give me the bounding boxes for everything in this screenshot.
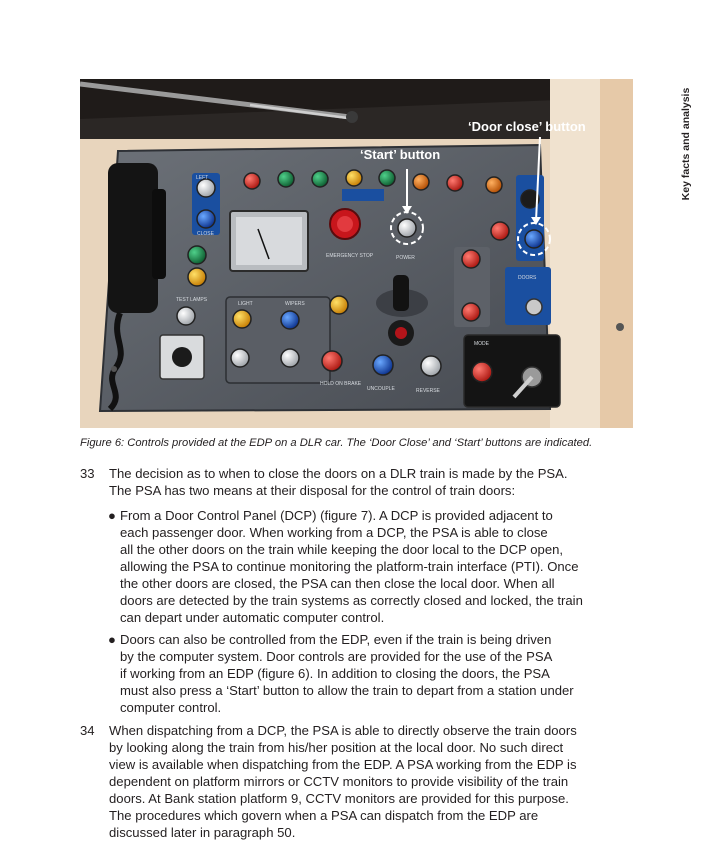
paragraph-number: 34 — [80, 723, 95, 738]
uncouple-label: UNCOUPLE — [367, 386, 395, 392]
start-button — [398, 219, 416, 237]
door-close-button — [525, 230, 543, 248]
light-label: LIGHT — [238, 301, 253, 307]
emergency-stop-label: EMERGENCY STOP — [326, 253, 374, 259]
paragraph-text: The decision as to when to close the doors on a DLR train is made by the PSA. The PSA has two means at their disposal for the control of train doors: — [109, 466, 568, 498]
doors-label: DOORS — [518, 275, 537, 281]
mode-label: MODE — [474, 341, 489, 347]
wipers-label: WIPERS — [285, 301, 305, 307]
paragraph-number: 33 — [80, 466, 95, 481]
start-callout-label: ‘Start’ button — [360, 147, 441, 162]
figure-caption: Figure 6: Controls provided at the EDP on a DLR car. The ‘Door Close’ and ‘Start’ buttons are indicated. — [80, 437, 593, 449]
reverse-label: REVERSE — [416, 388, 440, 394]
hold-on-brake-label: HOLD ON BRAKE — [320, 381, 362, 387]
close-label: CLOSE — [197, 231, 214, 237]
bullet-icon: ● — [108, 508, 116, 523]
side-tab-label: Key facts and analysis — [680, 87, 692, 201]
bullet-text: Doors can also be controlled from the EDP, even if the train is being driven by the computer system. Door controls are provided for the use of the PSA if working from an EDP (figure 6). In addition to closing the doors, the PSA must also press a ‘Start’ button to allow the train to depart from a station under computer control. — [120, 632, 574, 715]
test-lamps-label: TEST LAMPS — [176, 297, 208, 303]
edp-photo-illustration — [80, 79, 633, 428]
power-label: POWER — [396, 255, 415, 261]
side-tab — [666, 79, 706, 209]
bullet-text: From a Door Control Panel (DCP) (figure 7). A DCP is provided adjacent to each passenger door. When working from a DCP, the PSA is able to close all the other doors on the train while keeping the door local to the DCP open, allowing the PSA to continue monitoring the platform-train interface (PTI). Once the other doors are closed, the PSA can then close the local door. When all doors are detected by the train systems as correctly closed and locked, the train can depart under automatic computer control. — [120, 508, 583, 625]
edp-control-panel-photo — [80, 79, 633, 428]
door-close-callout-label: ‘Door close’ button — [468, 119, 586, 134]
left-doors-label: LEFT — [196, 175, 209, 181]
bullet-icon: ● — [108, 632, 116, 647]
paragraph-text: When dispatching from a DCP, the PSA is able to directly observe the train doors by looking along the train from his/her position at the local door. No such direct view is available when dispatching from the EDP. A PSA working from the EDP is dependent on platform mirrors or CCTV monitors to provide visibility of the train doors. At Bank station platform 9, CCTV monitors are provided for this purpose. The procedures which govern when a PSA can dispatch from the EDP are discussed later in paragraph 50. — [109, 723, 577, 840]
